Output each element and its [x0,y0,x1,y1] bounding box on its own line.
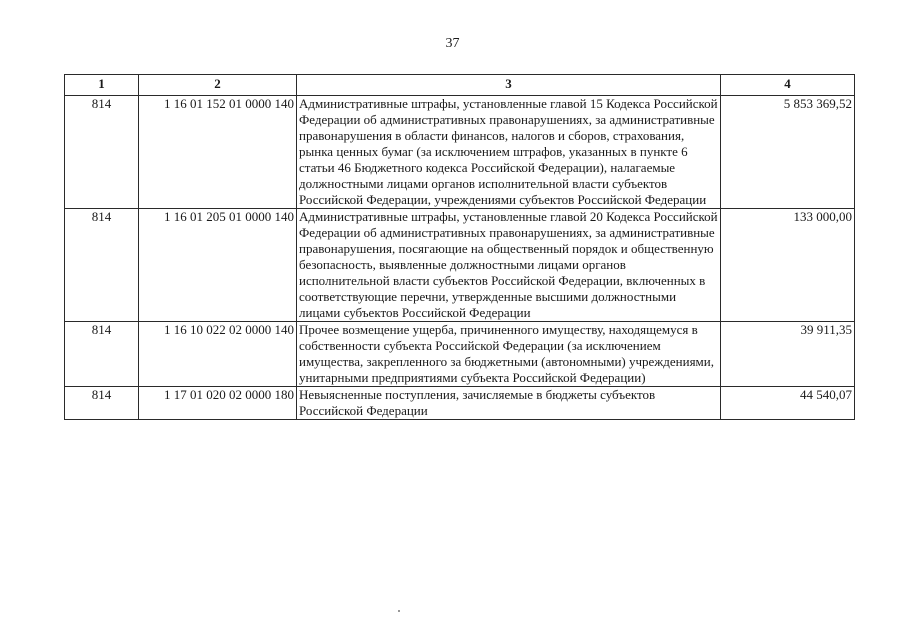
amount-cell: 39 911,35 [721,322,855,387]
column-header-2: 2 [139,75,297,96]
column-header-3: 3 [297,75,721,96]
description-cell: Невыясненные поступления, зачисляемые в бюджеты субъектов Российской Федерации [297,387,721,420]
admin-code-cell: 814 [65,209,139,322]
budget-table [64,74,855,420]
amount-cell: 5 853 369,52 [721,96,855,209]
table-row [65,387,855,420]
amount-cell: 44 540,07 [721,387,855,420]
column-header-1: 1 [65,75,139,96]
kbk-code-cell: 1 16 01 152 01 0000 140 [139,96,297,209]
description-cell: Административные штрафы, установленные главой 20 Кодекса Российской Федерации об административных правонарушениях, за административные правонарушения, посягающие на общественный порядок и общественную безопасность, выявленные должностными лицами органов исполнительной власти субъектов Российской Федерации, включенных в соответствующие перечни, утвержденные высшими должностными лицами субъектов Российской Федерации [297,209,721,322]
table-row [65,209,855,322]
table-row [65,96,855,209]
amount-cell: 133 000,00 [721,209,855,322]
description-cell: Прочее возмещение ущерба, причиненного имуществу, находящемуся в собственности субъекта Российской Федерации (за исключением имущества, закрепленного за бюджетными (автономными) учреждениями, унитарными предприятиями субъекта Российской Федерации) [297,322,721,387]
page-number: 37 [445,36,460,51]
admin-code-cell: 814 [65,96,139,209]
kbk-code-cell: 1 17 01 020 02 0000 180 [139,387,297,420]
table-row [65,322,855,387]
column-header-4: 4 [721,75,855,96]
admin-code-cell: 814 [65,322,139,387]
kbk-code-cell: 1 16 01 205 01 0000 140 [139,209,297,322]
description-cell: Административные штрафы, установленные главой 15 Кодекса Российской Федерации об административных правонарушениях, за административные правонарушения в области финансов, налогов и сборов, страхования, рынка ценных бумаг (за исключением штрафов, указанных в пункте 6 статьи 46 Бюджетного кодекса Российской Федерации), налагаемые должностными лицами органов исполнительной власти субъектов Российской Федерации, учреждениями субъектов Российской Федерации [297,96,721,209]
scan-speck [398,610,400,612]
admin-code-cell: 814 [65,387,139,420]
table-header-row [65,75,855,96]
kbk-code-cell: 1 16 10 022 02 0000 140 [139,322,297,387]
